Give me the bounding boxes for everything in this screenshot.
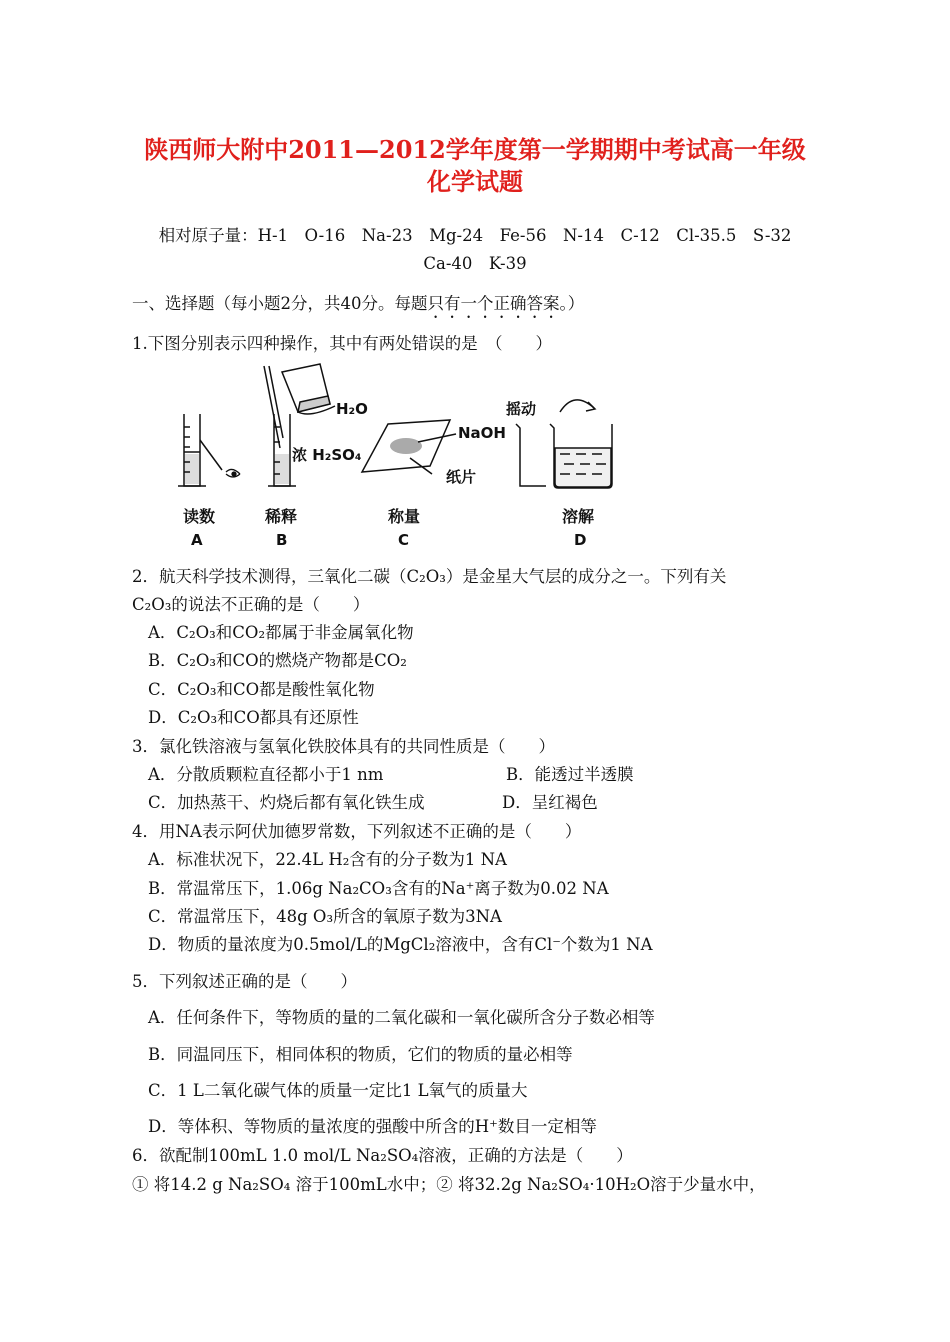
label-acid: 浓 H₂SO₄ (292, 446, 362, 464)
q3-option-d: D．呈红褐色 (502, 793, 598, 812)
q1-stem: 1.下图分别表示四种操作，其中有两处错误的是 （ ） (132, 334, 552, 353)
q6-line: ① 将14.2 g Na₂SO₄ 溶于100mL水中；② 将32.2g Na₂SO₄·10H₂O溶于少量水中， (132, 1175, 766, 1194)
cylinder-a-icon (178, 414, 222, 486)
q4-option-d: D．物质的量浓度为0.5mol/L的MgCl₂溶液中，含有Cl⁻个数为1 NA (148, 935, 653, 954)
q5-option-b: B．同温同压下，相同体积的物质，它们的物质的量必相等 (148, 1045, 573, 1064)
exam-title-line2: 化学试题 (427, 167, 523, 196)
label-water: H₂O (336, 400, 368, 418)
q6-stem: 6．欲配制100mL 1.0 mol/L Na₂SO₄溶液，正确的方法是（ ） (132, 1146, 633, 1165)
q5-option-d: D．等体积、等物质的量浓度的强酸中所含的H⁺数目一定相等 (148, 1117, 597, 1136)
q3-option-c: C．加热蒸干、灼烧后都有氧化铁生成 (148, 793, 425, 812)
caption-d: 溶解 (562, 507, 595, 526)
section-heading-emphasis: 只有一个正确答案 (427, 294, 560, 313)
q5-option-a: A．任何条件下，等物质的量的二氧化碳和一氧化碳所含分子数必相等 (148, 1008, 655, 1027)
q4-option-a: A．标准状况下，22.4L H₂含有的分子数为1 NA (148, 850, 507, 869)
q2-option-a: A．C₂O₃和CO₂都属于非金属氧化物 (148, 623, 414, 642)
q3-stem: 3．氯化铁溶液与氢氧化铁胶体具有的共同性质是（ ） (132, 737, 555, 756)
letter-a: A (191, 531, 203, 549)
paper-icon (362, 420, 456, 474)
q4-stem: 4．用NA表示阿伏加德罗常数，下列叙述不正确的是（ ） (132, 822, 582, 841)
eye-icon (226, 469, 240, 477)
label-paper: 纸片 (446, 468, 477, 486)
atomic-masses-line2: Ca-40 K-39 (423, 254, 527, 273)
swirl-arrow-d-icon (560, 400, 595, 412)
letter-b: B (276, 531, 288, 549)
exam-title-line1: 陕西师大附中2011—2012学年度第一学期期中考试高一年级 (144, 135, 806, 164)
q5-stem: 5．下列叙述正确的是（ ） (132, 972, 357, 991)
q4-option-c: C．常温常压下，48g O₃所含的氧原子数为3NA (148, 907, 502, 926)
q2-stem-b: C₂O₃的说法不正确的是（ ） (132, 595, 370, 614)
q5-option-c: C．1 L二氧化碳气体的质量一定比1 L氧气的质量大 (148, 1081, 528, 1100)
q4-option-b: B．常温常压下，1.06g Na₂CO₃含有的Na⁺离子数为0.02 NA (148, 879, 609, 898)
section-heading (132, 290, 584, 322)
q2-option-d: D．C₂O₃和CO都具有还原性 (148, 708, 359, 727)
label-naoh: NaOH (458, 424, 506, 442)
atomic-masses-line1: 相对原子量：H-1 O-16 Na-23 Mg-24 Fe-56 N-14 C-12 Cl-35.5 S-32 (158, 226, 792, 245)
caption-a: 读数 (183, 507, 216, 526)
q2-stem-a: 2．航天科学技术测得，三氧化二碳（C₂O₃）是金星大气层的成分之一。下列有关 (132, 567, 727, 586)
cylinder-b-icon (264, 366, 296, 486)
figure-captions (0, 504, 950, 554)
letter-c: C (398, 531, 410, 549)
q3-option-b: B．能透过半透膜 (506, 765, 634, 784)
label-shake: 摇动 (506, 400, 537, 418)
section-heading-pre: 一、选择题（每小题2分，共40分。每题 (132, 294, 428, 313)
beaker-d-drawing-icon (550, 424, 612, 488)
q2-option-c: C．C₂O₃和CO都是酸性氧化物 (148, 680, 375, 699)
beaker-pour-icon (282, 364, 335, 414)
caption-b: 稀释 (265, 507, 298, 526)
letter-d: D (574, 531, 587, 549)
q2-option-b: B．C₂O₃和CO的燃烧产物都是CO₂ (148, 651, 407, 670)
caption-c: 称量 (388, 507, 421, 526)
q3-option-a: A．分散质颗粒直径都小于1 nm (148, 765, 384, 784)
section-heading-post: 。） (559, 294, 585, 313)
